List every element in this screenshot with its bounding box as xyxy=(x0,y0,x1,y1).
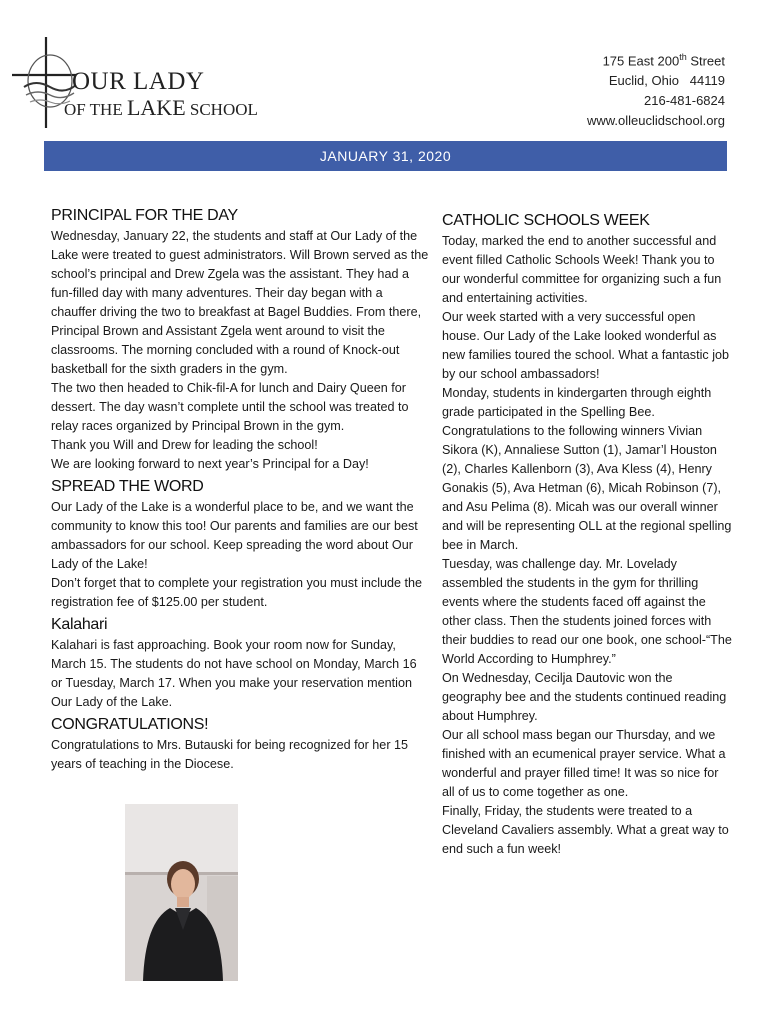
catholic-paragraph: Finally, Friday, the students were treated to a Cleveland Cavaliers assembly. What a great way to end such a fun week! xyxy=(442,804,729,856)
logo-school: SCHOOL xyxy=(189,100,258,119)
congratulations-paragraph: Congratulations to Mrs. Butauski for being recognized for her 15 years of teaching in the Diocese. xyxy=(51,738,409,771)
logo-of-the: OF THE xyxy=(64,100,123,119)
left-column xyxy=(51,205,429,774)
catholic-paragraph: On Wednesday, Cecilja Dautovic won the geography bee and the students continued reading about Humphrey. xyxy=(442,671,727,723)
spread-paragraph: Our Lady of the Lake is a wonderful place to be, and we want the community to know this too! Our parents and families are our best ambassadors for our school. Keep spreading the word about Our Lady of the Lake! xyxy=(51,500,418,571)
address-street: 175 East 200th Street xyxy=(602,52,725,69)
right-column xyxy=(442,210,732,859)
spread-paragraph: Don’t forget that to complete your registration you must include the registration fee of $125.00 per student. xyxy=(51,576,423,609)
catholic-paragraph: Our all school mass began our Thursday, and we finished with an ecumenical prayer service. What a wonderful and prayer filled time! It was so nice for all of us to come together as one. xyxy=(442,728,726,799)
catholic-paragraph: Our week started with a very successful open house. Our Lady of the Lake looked wonderful as new families toured the school. What a fantastic job by our school ambassadors! xyxy=(442,310,730,381)
congratulations-heading: CONGRATULATIONS! xyxy=(51,716,209,733)
catholic-schools-week-heading: CATHOLIC SCHOOLS WEEK xyxy=(442,212,650,229)
principal-paragraph: Wednesday, January 22, the students and staff at Our Lady of the Lake were treated to guest administrators. Will Brown served as the school’s principal and Drew Zgela was the assistant. They had a fun-filled day with many adventures. Their day began with a chauffer driving the two to breakfast at Bagel Buddies. From there, Principal Brown and Assistant Zgela went around to visit the classrooms. The morning concluded with a round of Knock-out basketball for the sixth graders in the gym. xyxy=(51,229,429,376)
catholic-paragraph: Monday, students in kindergarten through eighth grade participated in the Spelling Bee. Congratulations to the following winners Vivian Sikora (K), Annaliese Sutton (1), Jamar’l Houston (2), Charles Kallenborn (3), Ava Kless (4), Henry Gonakis (5), Ava Hetman (6), Micah Robinson (7), and Asu Pelima (8). Micah was our overall winner and will be representing OLL at the regional spelling bee in March. xyxy=(442,386,732,552)
address-phone: 216-481-6824 xyxy=(644,93,725,109)
logo-line-our-lady: OUR LADY xyxy=(72,68,205,95)
kalahari-heading: Kalahari xyxy=(51,616,108,633)
address-city: Euclid, Ohio 44119 xyxy=(608,73,725,89)
principal-heading: PRINCIPAL FOR THE DAY xyxy=(51,207,238,224)
principal-paragraph: We are looking forward to next year’s Principal for a Day! xyxy=(51,457,369,471)
principal-paragraph: Thank you Will and Drew for leading the school! xyxy=(51,438,318,452)
kalahari-paragraph: Kalahari is fast approaching. Book your room now for Sunday, March 15. The students do not have school on Monday, March 16 or Tuesday, March 17. When you make your reservation mention Our Lady of the Lake. xyxy=(51,638,417,709)
logo-line-lake-school xyxy=(64,95,258,121)
catholic-paragraph: Tuesday, was challenge day. Mr. Lovelady assembled the students in the gym for thrilling events where the students faced off against the other class. Then the students joined forces with their buddies to read our one book, one school-“The World According to Humphrey.” xyxy=(442,557,732,666)
spread-heading: SPREAD THE WORD xyxy=(51,478,204,495)
catholic-paragraph: Today, marked the end to another successful and event filled Catholic Schools Week! Thank you to our wonderful committee for organizing such a fun and entertaining activities. xyxy=(442,234,722,305)
school-logo xyxy=(10,35,260,130)
school-address xyxy=(587,47,725,131)
logo-lake: LAKE xyxy=(126,95,186,120)
teacher-photo xyxy=(125,804,238,981)
newsletter-date: JANUARY 31, 2020 xyxy=(319,148,452,164)
address-website[interactable]: www.olleuclidschool.org xyxy=(586,113,725,129)
date-banner xyxy=(44,141,727,171)
principal-paragraph: The two then headed to Chik-fil-A for lunch and Dairy Queen for dessert. The day wasn’t complete until the school was treated to relay races organized by Principal Brown in the gym. xyxy=(51,381,409,433)
teacher-portrait-image xyxy=(125,804,238,981)
